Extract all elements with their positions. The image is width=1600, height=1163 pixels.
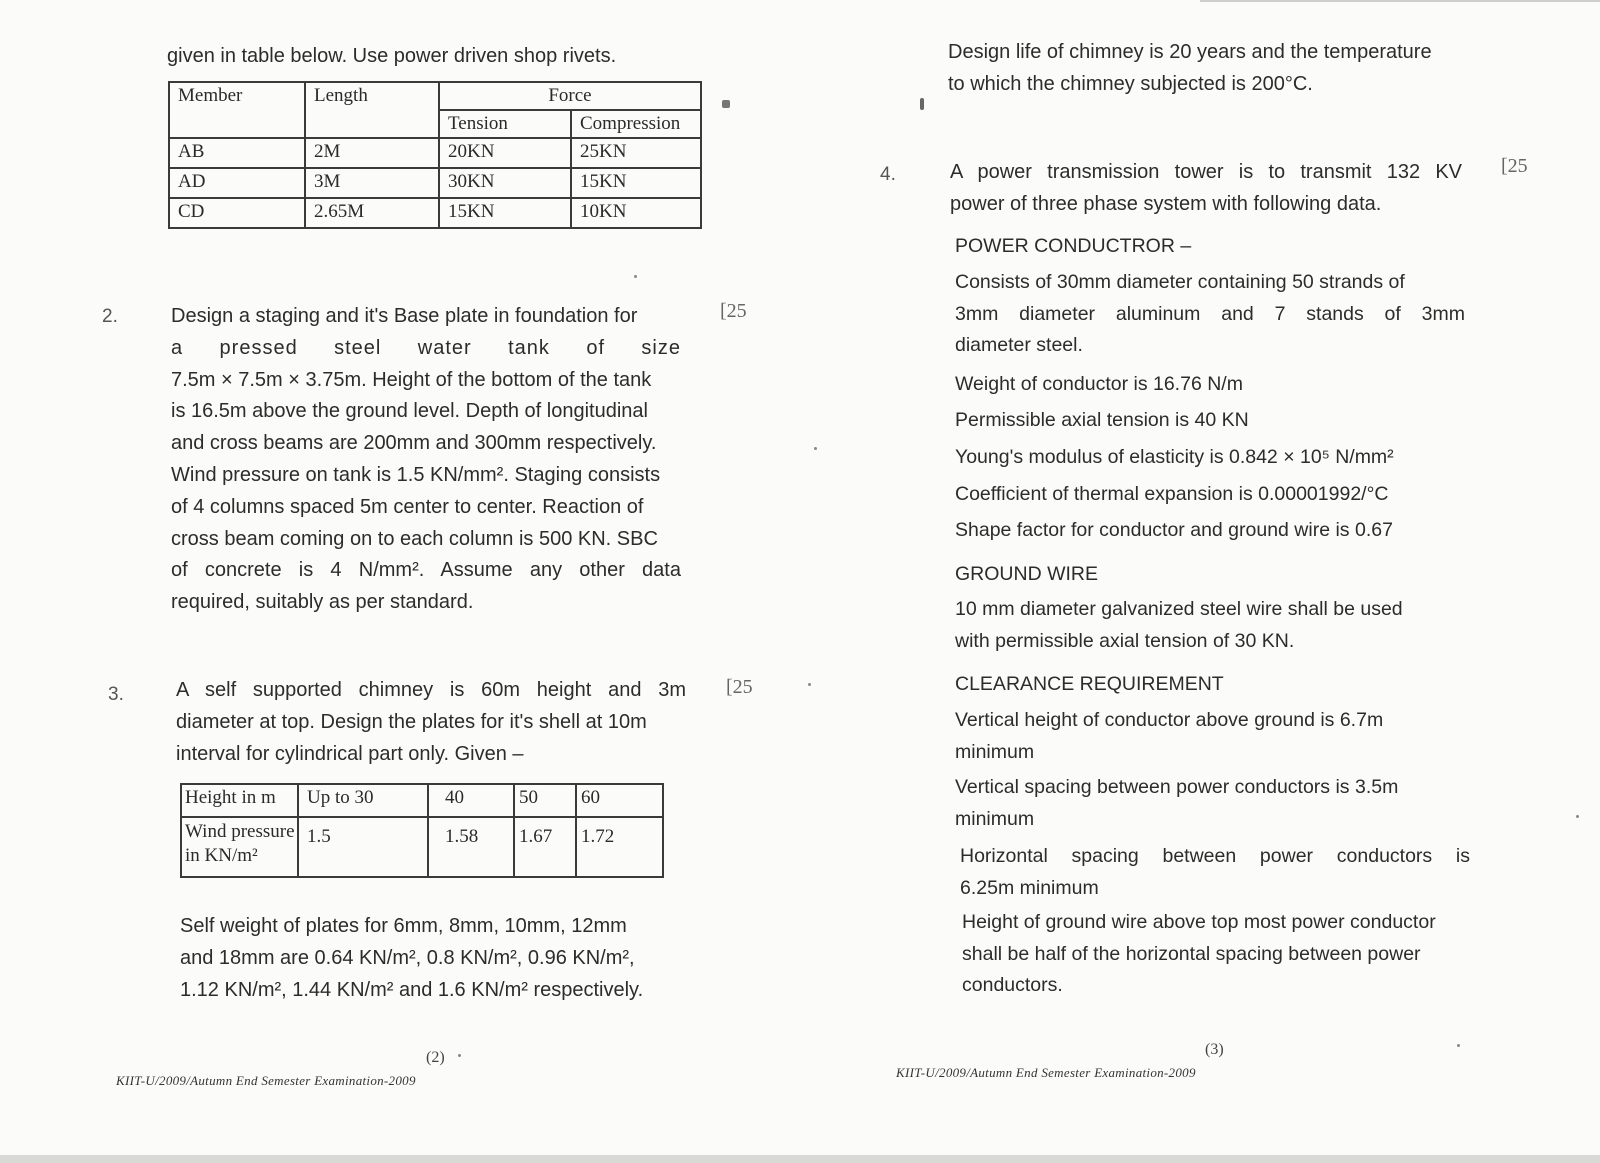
member-force-table bbox=[168, 81, 702, 229]
cell-tension: 30KN bbox=[439, 168, 571, 198]
intro-text: given in table below. Use power driven shop rivets. bbox=[167, 45, 617, 67]
scan-speck bbox=[458, 1054, 461, 1057]
cell-height: 50 bbox=[514, 784, 576, 817]
conductor-weight: Weight of conductor is 16.76 N/m bbox=[955, 373, 1243, 395]
power-conductor-heading: POWER CONDUCTROR – bbox=[955, 235, 1192, 257]
text-line: Horizontal spacing between power conductors is bbox=[960, 845, 1470, 867]
cell-length: 2M bbox=[305, 138, 439, 168]
scan-edge-bottom bbox=[0, 1155, 1600, 1163]
text-line: power of three phase system with following data. bbox=[950, 192, 1382, 215]
question-4-marks: [25 bbox=[1501, 155, 1528, 177]
text-line: Design life of chimney is 20 years and the temperature bbox=[948, 41, 1432, 63]
cell-member: AB bbox=[169, 138, 305, 168]
question-2-number: 2. bbox=[102, 306, 118, 327]
text-line: 6.25m minimum bbox=[960, 876, 1099, 899]
text-line: to which the chimney subjected is 200°C. bbox=[948, 72, 1313, 95]
table-row bbox=[169, 138, 701, 168]
text-line: Wind pressure on tank is 1.5 KN/mm². Staging consists bbox=[171, 463, 661, 486]
cell-pressure: 1.5 bbox=[298, 817, 428, 877]
question-3-marks: [25 bbox=[726, 676, 753, 698]
cell-compression: 25KN bbox=[571, 138, 701, 168]
scan-speck bbox=[920, 98, 924, 110]
vertical-spacing bbox=[955, 772, 1465, 835]
text-line: cross beam coming on to each column is 500 KN. SBC bbox=[171, 527, 658, 550]
text-line: and cross beams are 200mm and 300mm respectively. bbox=[171, 432, 657, 455]
text-line: minimum bbox=[955, 740, 1035, 763]
text-line: A self supported chimney is 60m height and 3m bbox=[176, 679, 686, 701]
table-row bbox=[181, 817, 663, 877]
text-line: 1.12 KN/m², 1.44 KN/m² and 1.6 KN/m² respectively. bbox=[180, 978, 644, 1001]
text-line: Vertical height of conductor above ground is 6.7m bbox=[955, 709, 1384, 731]
text-line: Vertical spacing between power conductors is 3.5m bbox=[955, 776, 1399, 798]
shape-factor: Shape factor for conductor and ground wire is 0.67 bbox=[955, 519, 1393, 541]
header-compression: Compression bbox=[571, 110, 701, 138]
page-number-left: (2) bbox=[426, 1049, 445, 1066]
label-line: in KN/m² bbox=[185, 845, 258, 866]
scan-speck bbox=[814, 447, 817, 450]
question-4-number: 4. bbox=[880, 164, 896, 185]
text-line: with permissible axial tension of 30 KN. bbox=[955, 629, 1295, 652]
cell-tension: 20KN bbox=[439, 138, 571, 168]
table-row bbox=[169, 198, 701, 228]
vertical-height bbox=[955, 705, 1465, 768]
cell-member: AD bbox=[169, 168, 305, 198]
text-line: of concrete is 4 N/mm². Assume any other data bbox=[171, 559, 681, 582]
cell-length: 2.65M bbox=[305, 198, 439, 228]
header-length: Length bbox=[305, 82, 439, 138]
cell-pressure: 1.67 bbox=[514, 817, 576, 877]
text-line: minimum bbox=[955, 807, 1035, 830]
question-4-text bbox=[950, 157, 1462, 221]
text-line: Consists of 30mm diameter containing 50 strands of bbox=[955, 271, 1405, 293]
text-line: A power transmission tower is to transmit 132 KV bbox=[950, 161, 1462, 183]
text-line: required, suitably as per standard. bbox=[171, 591, 474, 614]
cell-pressure: 1.58 bbox=[428, 817, 514, 877]
text-line: shall be half of the horizontal spacing between power bbox=[962, 942, 1421, 965]
horizontal-spacing bbox=[960, 841, 1470, 904]
cell-height: 40 bbox=[428, 784, 514, 817]
question-2-marks: [25 bbox=[720, 300, 747, 322]
header-tension: Tension bbox=[439, 110, 571, 138]
question-3-number: 3. bbox=[108, 684, 124, 705]
text-line: a pressed steel water tank of size bbox=[171, 336, 681, 359]
label-line: Wind pressure bbox=[185, 821, 295, 842]
text-line: and 18mm are 0.64 KN/m², 0.8 KN/m², 0.96 KN/m², bbox=[180, 946, 635, 969]
header-member: Member bbox=[169, 82, 305, 138]
text-line: of 4 columns spaced 5m center to center. Reaction of bbox=[171, 495, 644, 518]
question-3-text bbox=[176, 675, 686, 770]
row-label-wind-pressure bbox=[181, 817, 298, 877]
cell-tension: 15KN bbox=[439, 198, 571, 228]
ground-wire-heading: GROUND WIRE bbox=[955, 563, 1098, 585]
clearance-heading: CLEARANCE REQUIREMENT bbox=[955, 673, 1224, 695]
cell-pressure: 1.72 bbox=[576, 817, 663, 877]
scan-edge-top bbox=[1200, 0, 1600, 2]
cell-member: CD bbox=[169, 198, 305, 228]
table-row bbox=[181, 784, 663, 817]
text-line: Height of ground wire above top most power conductor bbox=[962, 911, 1436, 933]
wind-pressure-table bbox=[180, 783, 664, 878]
conductor-description bbox=[955, 267, 1465, 362]
ground-wire-height bbox=[962, 907, 1472, 1002]
scan-speck bbox=[1457, 1044, 1460, 1047]
scan-speck bbox=[1576, 815, 1579, 818]
text-line: is 16.5m above the ground level. Depth of longitudinal bbox=[171, 400, 648, 423]
text-line: 7.5m × 7.5m × 3.75m. Height of the bottom of the tank bbox=[171, 368, 652, 391]
table-row bbox=[169, 168, 701, 198]
text-line: Self weight of plates for 6mm, 8mm, 10mm, 12mm bbox=[180, 915, 627, 937]
footer-left: KIIT-U/2009/Autumn End Semester Examination-2009 bbox=[116, 1073, 416, 1088]
row-label-height: Height in m bbox=[181, 784, 298, 817]
self-weight-text bbox=[180, 911, 690, 1006]
conductor-tension: Permissible axial tension is 40 KN bbox=[955, 409, 1249, 431]
text-line: 3mm diameter aluminum and 7 stands of 3mm bbox=[955, 302, 1465, 325]
cell-compression: 10KN bbox=[571, 198, 701, 228]
text-line: diameter steel. bbox=[955, 334, 1083, 356]
cell-compression: 15KN bbox=[571, 168, 701, 198]
scan-speck bbox=[722, 100, 730, 108]
cell-height: Up to 30 bbox=[298, 784, 428, 817]
youngs-modulus: Young's modulus of elasticity is 0.842 × 10⁵ N/mm² bbox=[955, 446, 1394, 468]
scan-speck bbox=[808, 683, 811, 686]
cell-length: 3M bbox=[305, 168, 439, 198]
text-line: conductors. bbox=[962, 974, 1063, 996]
header-force: Force bbox=[439, 82, 701, 110]
text-line: diameter at top. Design the plates for it's shell at 10m bbox=[176, 710, 647, 733]
chimney-intro bbox=[948, 37, 1468, 101]
question-2-text bbox=[171, 301, 681, 619]
scan-speck bbox=[634, 275, 637, 278]
footer-right: KIIT-U/2009/Autumn End Semester Examination-2009 bbox=[896, 1065, 1196, 1080]
text-line: interval for cylindrical part only. Given – bbox=[176, 742, 524, 765]
ground-wire-text bbox=[955, 594, 1465, 657]
text-line: 10 mm diameter galvanized steel wire shall be used bbox=[955, 598, 1403, 620]
cell-height: 60 bbox=[576, 784, 663, 817]
thermal-expansion: Coefficient of thermal expansion is 0.00001992/°C bbox=[955, 483, 1389, 505]
page-number-right: (3) bbox=[1205, 1041, 1224, 1058]
text-line: Design a staging and it's Base plate in foundation for bbox=[171, 305, 638, 327]
